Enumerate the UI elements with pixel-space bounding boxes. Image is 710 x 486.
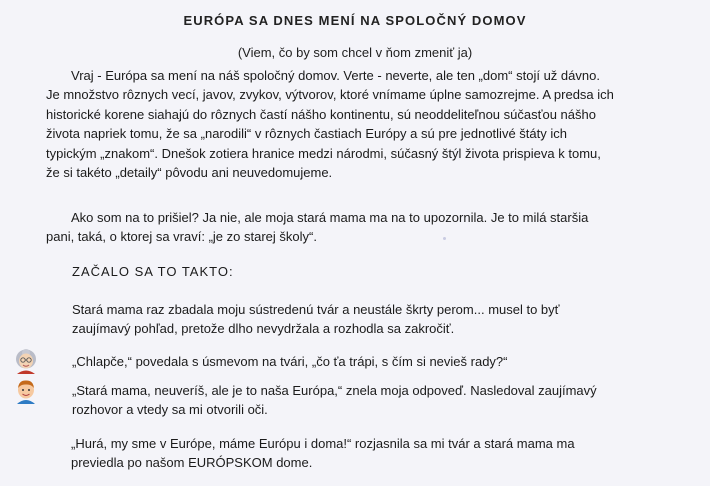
intro-line-2: Je množstvo rôznych vecí, javov, zvykov, výtvorov, ktoré vnímame úplne samozrejme. A predsa ich (46, 87, 614, 103)
intro-paragraph (46, 66, 686, 182)
second-line-1: Ako som na to prišiel? Ja nie, ale moja stará mama ma na to upozornila. Je to milá staršia (71, 210, 589, 225)
intro-line-5: typickým „znakom“. Dnešok zotiera hranice medzi národmi, súčasný štýl života prispieva k tomu, (46, 145, 601, 161)
closing-line-2: previedla po našom EURÓPSKOM dome. (71, 455, 313, 471)
closing-line-1: „Hurá, my sme v Európe, máme Európu i doma!“ rozjasnila sa mi tvár a stará mama ma (71, 436, 575, 451)
story-line-2: zaujímavý pohľad, pretože dlho nevydržala a rozhodla sa zakročiť. (72, 321, 455, 337)
boy-dialogue (72, 381, 692, 420)
page-subtitle: (Viem, čo by som chcel v ňom zmeniť ja) (237, 45, 473, 60)
intro-line-4: života napriek tomu, že sa „narodili“ v rôznych častiach Európy a sú pre jednotlivé štáty ich (46, 126, 567, 142)
second-line-2: pani, taká, o ktorej sa vraví: „je zo starej školy“. (46, 229, 317, 245)
section-heading: ZAČALO SA TO TAKTO: (72, 264, 234, 279)
intro-line-6: že si takéto „detaily“ pôvodu ani neuvedomujeme. (46, 165, 333, 181)
grandmother-avatar-icon (13, 348, 39, 374)
page-title: EURÓPA SA DNES MENÍ NA SPOLOČNÝ DOMOV (183, 13, 527, 28)
boy-avatar-icon (13, 378, 39, 404)
intro-line-3: historické korene siahajú do rôznych častí nášho kontinentu, sú neoddeliteľnou súčasťou nášho (46, 106, 596, 122)
boy-dialogue-line-2: rozhovor a vtedy sa mi otvorili oči. (72, 402, 268, 418)
boy-dialogue-line-1: „Stará mama, neuveríš, ale je to naša Európa,“ znela moja odpoveď. Nasledoval zaujímavý (72, 383, 597, 398)
story-line-1: Stará mama raz zbadala moju sústredenú tvár a neustále škrty perom... musel to byť (72, 302, 560, 317)
story-paragraph (72, 300, 692, 339)
second-paragraph (46, 208, 686, 247)
scan-speck (443, 237, 446, 240)
intro-line-1: Vraj - Európa sa mení na náš spoločný domov. Verte - neverte, ale ten „dom“ stojí už dávno. (71, 68, 600, 83)
closing-paragraph (46, 434, 686, 473)
grandma-dialogue: „Chlapče,“ povedala s úsmevom na tvári, „čo ťa trápi, s čím si nevieš rady?“ (72, 354, 508, 369)
